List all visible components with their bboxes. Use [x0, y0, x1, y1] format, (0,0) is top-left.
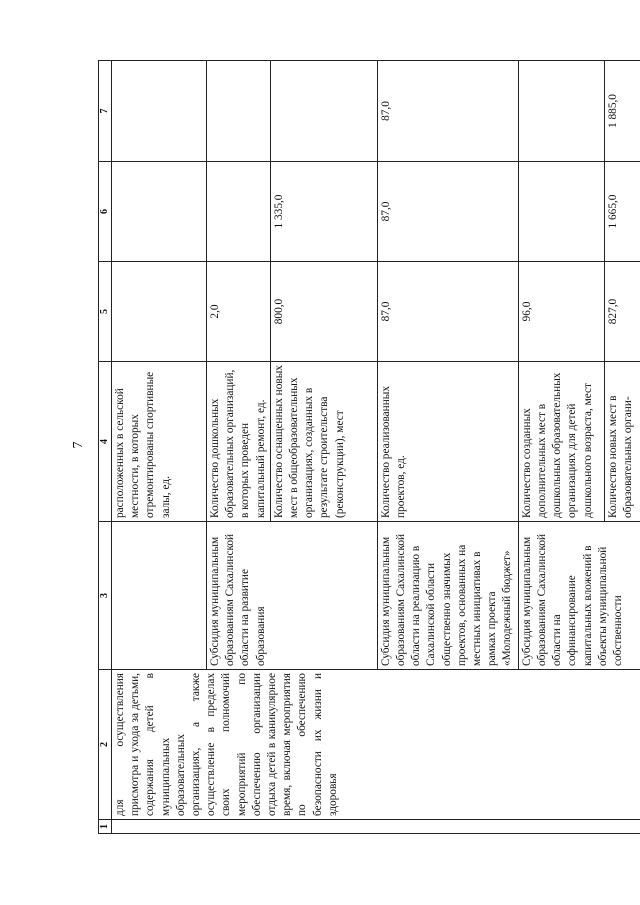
measure-description-cell: для осуществления присмотра и ухода за детьми, содержания детей в муниципальных образовательных организациях, а также осуществление в пределах своих полномочий мероприятий по обеспечению организации отдыха детей в каникулярное время, включая мероприятия по обеспечению безопасности их жизни и здоровья: [112, 670, 640, 820]
value-cell: 800,0: [270, 262, 377, 362]
value-cell: [112, 61, 207, 162]
value-cell: 87,0: [377, 262, 518, 362]
table-cell: [112, 522, 207, 670]
value-cell: [112, 162, 207, 262]
value-cell: [112, 262, 207, 362]
table-cell: [112, 820, 640, 834]
subsidy-cell: Субсидия муниципальным образованиям Сахалинской области на реализацию в Сахалинской области общественно значимых проектов, основанных на местных инициативах в рамках проекта «Молодежный бюджет»: [377, 522, 518, 670]
page-number: 7: [71, 441, 86, 449]
table-row: [112, 61, 207, 834]
column-header: 6: [99, 162, 112, 262]
indicator-cell: Количество реализованных проектов, ед.: [377, 362, 518, 522]
column-header: 1: [99, 820, 112, 834]
column-header: 4: [99, 362, 112, 522]
column-header: 3: [99, 522, 112, 670]
value-cell: 87,0: [377, 61, 518, 162]
value-cell: 87,0: [377, 162, 518, 262]
indicator-cell: Количество дошкольных образовательных организаций, в которых проведен капитальный ремонт, ед.: [207, 362, 271, 522]
value-cell: [207, 162, 271, 262]
column-header: 7: [99, 61, 112, 162]
subsidy-cell: Субсидия муниципальным образованиям Сахалинской области на развитие образования: [207, 522, 378, 670]
column-header: 2: [99, 670, 112, 820]
value-cell: 1 885,0: [604, 61, 640, 162]
indicator-cell: Количество новых мест в образовательных органи-: [604, 362, 640, 522]
value-cell: [270, 61, 377, 162]
value-cell: [518, 61, 604, 162]
subsidy-cell: Субсидия муниципальным образованиям Сахалинской области на софинансирование капитальных вложений в объекты муниципальной собственности: [518, 522, 640, 670]
rotated-table-page: [98, 61, 635, 834]
value-cell: 2,0: [207, 262, 271, 362]
indicator-cell: Количество оснащенных новых мест в общеобразовательных организациях, созданных в результате строительства (реконструкции), мест: [270, 362, 377, 522]
value-cell: 1 665,0: [604, 162, 640, 262]
column-number-row: [99, 61, 112, 834]
value-cell: 827,0: [604, 262, 640, 362]
value-cell: [207, 61, 271, 162]
indicators-table: [98, 60, 640, 834]
indicator-cell: Количество созданных дополнительных мест в дошкольных образовательных организациях для детей дошкольного возраста, мест: [518, 362, 604, 522]
column-header: 5: [99, 262, 112, 362]
value-cell: 96,0: [518, 262, 604, 362]
value-cell: [518, 162, 604, 262]
value-cell: 1 335,0: [270, 162, 377, 262]
indicator-cell: расположенных в сельской местности, в которых отремонтированы спортивные залы, ед.: [112, 362, 207, 522]
